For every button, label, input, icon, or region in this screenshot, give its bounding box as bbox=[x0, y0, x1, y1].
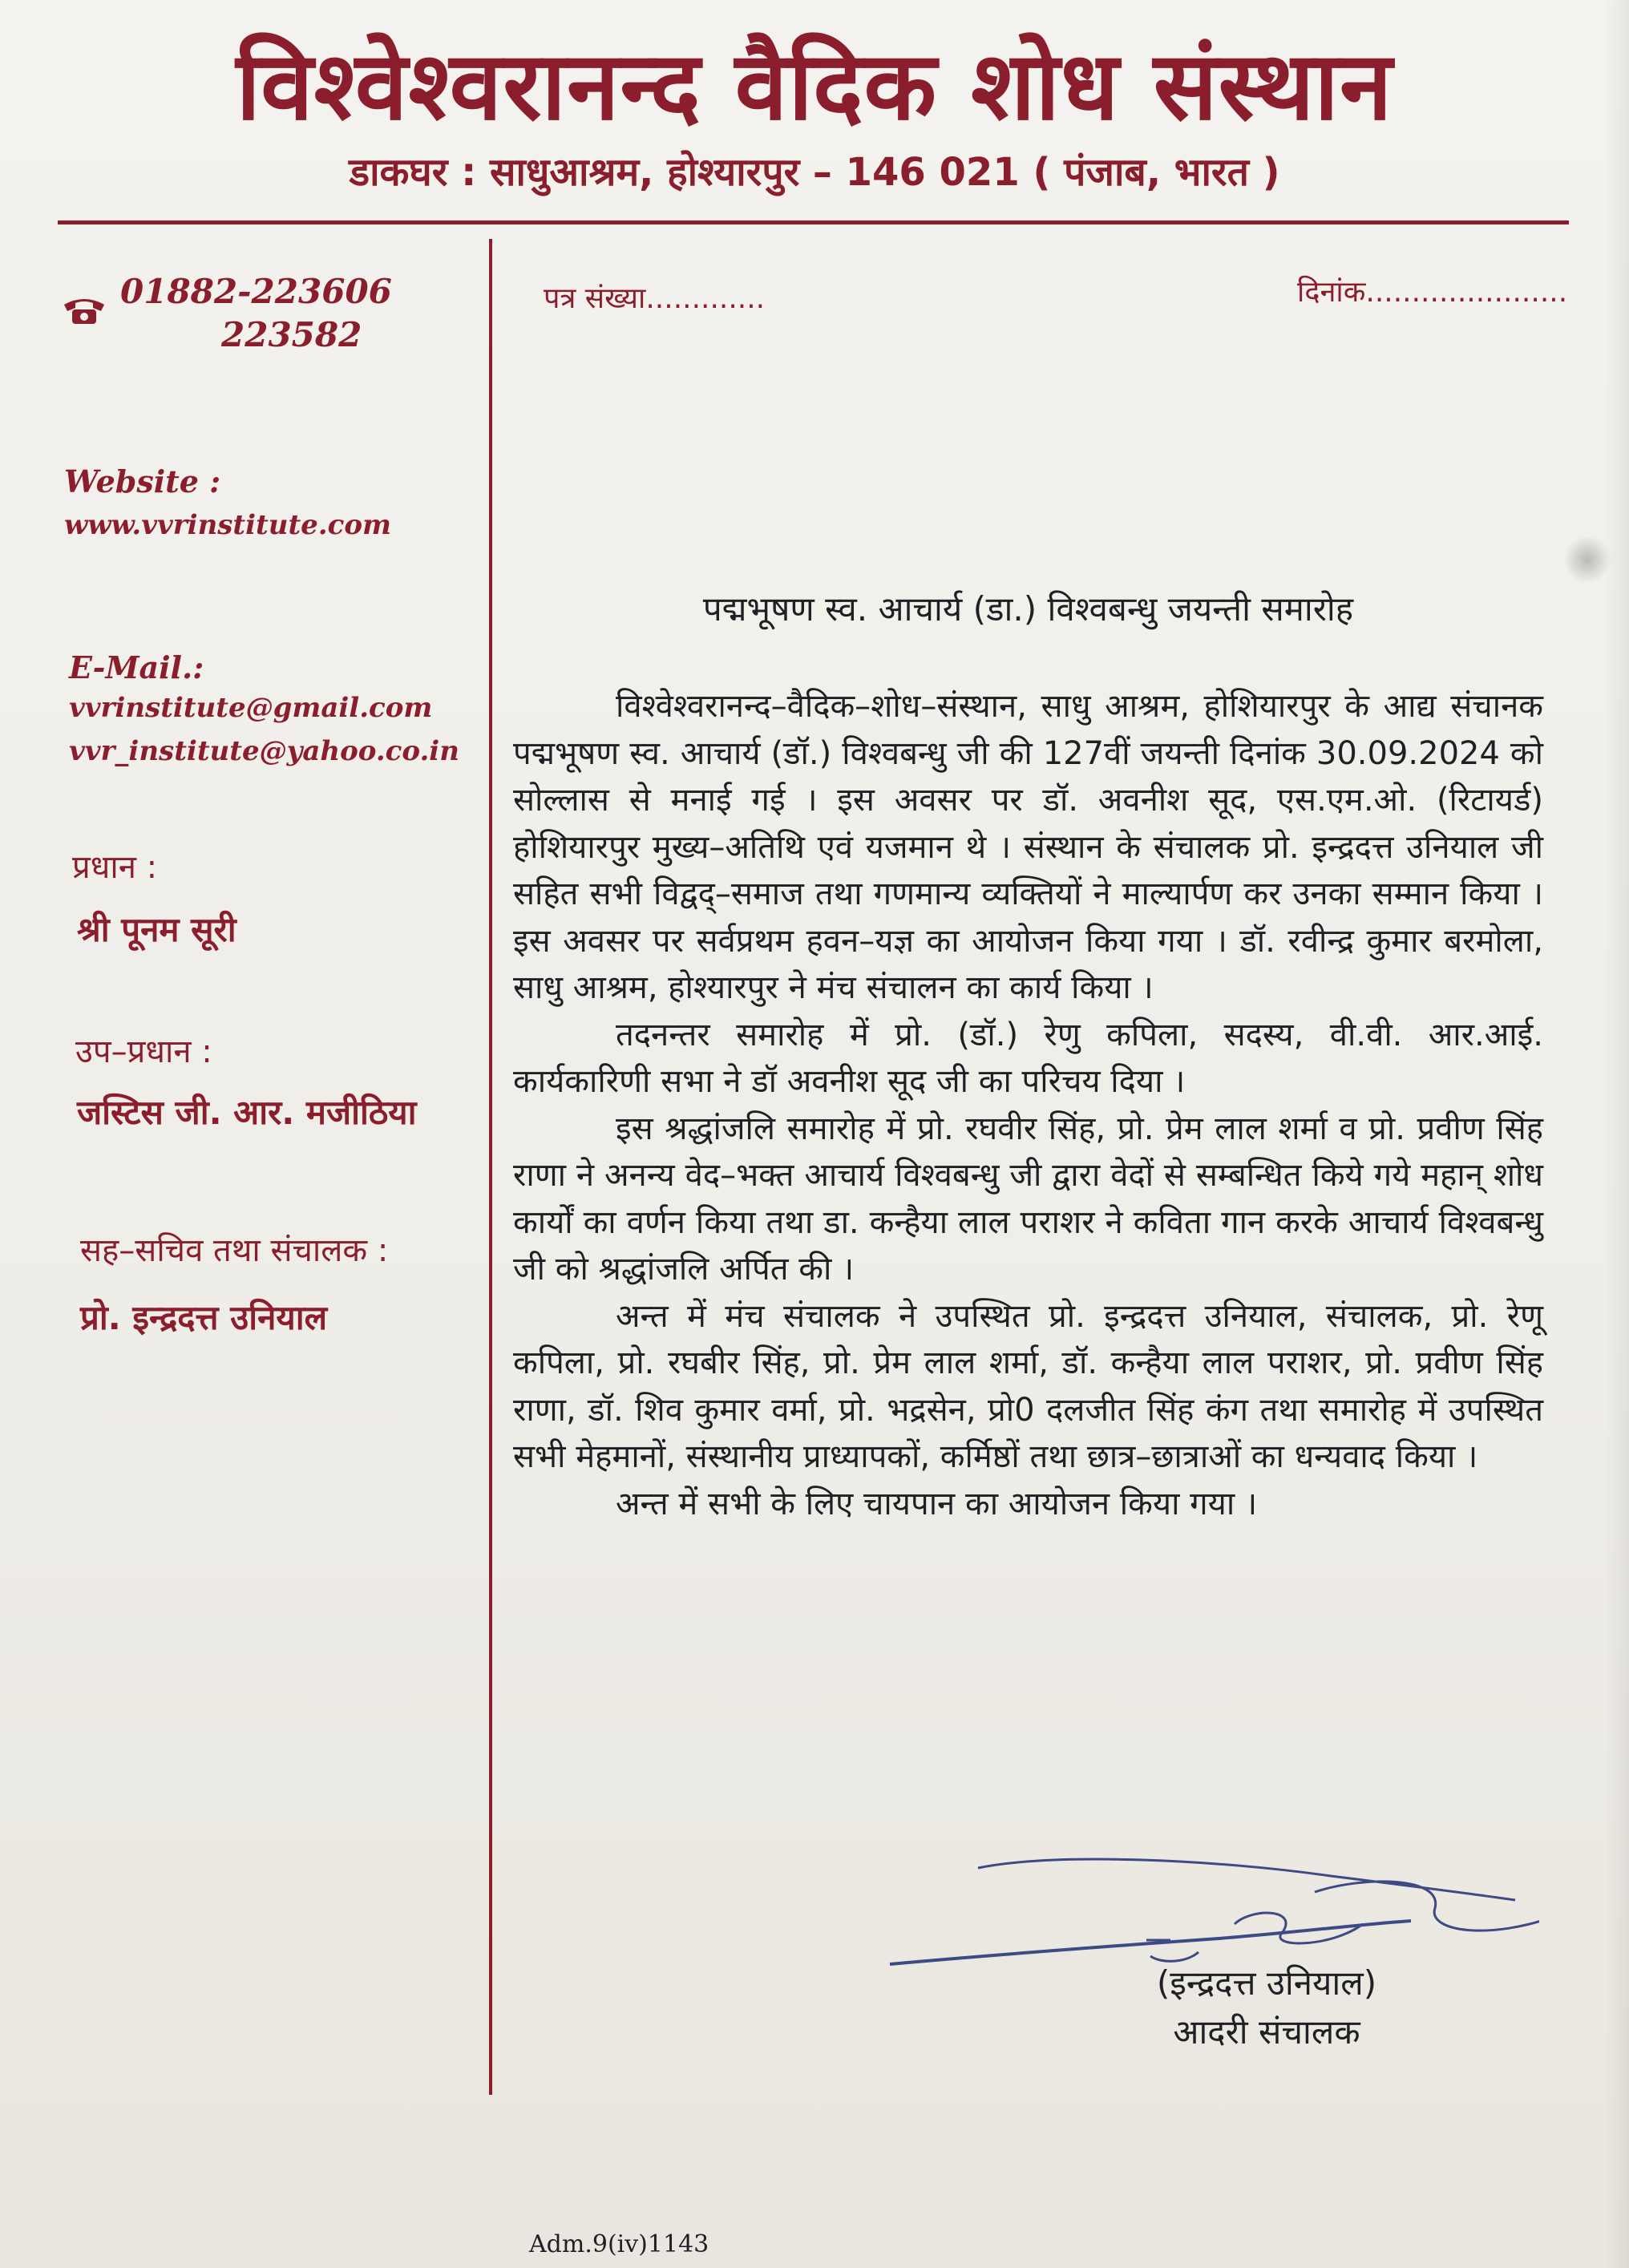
organization-name: विश्वेश्वरानन्द वैदिक शोध संस्थान bbox=[236, 30, 1393, 141]
signatory-name: (इन्द्रदत्त उनियाल) bbox=[1156, 1963, 1377, 2003]
form-code: Adm.9(iv)1143 bbox=[529, 2230, 709, 2258]
sidebar-divider bbox=[489, 239, 492, 2095]
letter-body bbox=[513, 683, 1543, 1527]
letter-paragraph: इस श्रद्धांजलि समारोह में प्रो. रघवीर सिंह, प्रो. प्रेम लाल शर्मा व प्रो. प्रवीण सिंह राणा ने अनन्य वेद–भक्त आचार्य विश्वबन्धु जी द्वारा वेदों से सम्बन्धित किये गये महान् शोध कार्यों का वर्णन किया तथा डा. कन्हैया लाल पराशर ने कविता गान करके आचार्य विश्वबन्धु जी को श्रद्धांजलि अर्पित की । bbox=[513, 1110, 1543, 1288]
email-primary: vvrinstitute@gmail.com bbox=[69, 692, 433, 724]
secretary-label: सह–सचिव तथा संचालक : bbox=[80, 1232, 389, 1269]
vice-president-name: जस्टिस जी. आर. मजीठिया bbox=[77, 1093, 417, 1132]
vice-president-label: उप–प्रधान : bbox=[75, 1033, 212, 1070]
president-label: प्रधान : bbox=[72, 849, 158, 886]
phone-number-secondary: 223582 bbox=[221, 315, 362, 354]
letter-heading: पद्मभूषण स्व. आचार्य (डा.) विश्वबन्धु जयन्ती समारोह bbox=[702, 589, 1354, 629]
email-label: E-Mail.: bbox=[69, 649, 204, 685]
letter-number-field: पत्र संख्या............. bbox=[544, 282, 766, 315]
email-secondary: vvr_institute@yahoo.co.in bbox=[69, 735, 459, 767]
secretary-name: प्रो. इन्द्रदत्त उनियाल bbox=[80, 1298, 328, 1337]
organization-address: डाकघर : साधुआश्रम, होश्यारपुर – 146 021 ( पंजाब, भारत ) bbox=[349, 150, 1280, 195]
letterhead-divider bbox=[58, 220, 1569, 224]
letter-paragraph: विश्वेश्वरानन्द–वैदिक–शोध–संस्थान, साधु आश्रम, होशियारपुर के आद्य संचानक पद्मभूषण स्व. आचार्य (डॉ.) विश्वबन्धु जी की 127वीं जयन्ती दिनांक 30.09.2024 को सोल्लास से मनाई गई । इस अवसर पर डॉ. अवनीश सूद, एस.एम.ओ. (रिटायर्ड) होशियारपुर मुख्य–अतिथि एवं यजमान थे । संस्थान के संचालक प्रो. इन्द्रदत्त उनियाल जी सहित सभी विद्वद्–समाज तथा गणमान्य व्यक्तियों ने माल्यार्पण कर उनका सम्मान किया । इस अवसर पर सर्वप्रथम हवन–यज्ञ का आयोजन किया गया । डॉ. रवीन्द्र कुमार बरमोला, साधु आश्रम, होश्यारपुर ने मंच संचालन का कार्य किया । bbox=[513, 688, 1543, 1006]
paper-edge-shadow bbox=[1605, 0, 1629, 2268]
website-url: www.vvrinstitute.com bbox=[64, 509, 391, 541]
date-field: दिनांक...................... bbox=[1297, 276, 1568, 309]
phone-number-primary: 01882-223606 bbox=[120, 272, 392, 311]
telephone-icon bbox=[61, 293, 107, 327]
president-name: श्री पूनम सूरी bbox=[77, 910, 236, 949]
letter-paragraph: तदनन्तर समारोह में प्रो. (डॉ.) रेणु कपिला, सदस्य, वी.वी. आर.आई. कार्यकारिणी सभा ने डॉ अवनीश सूद जी का परिचय दिया । bbox=[513, 1016, 1543, 1100]
website-label: Website : bbox=[64, 463, 221, 499]
letter-paragraph: अन्त में सभी के लिए चायपान का आयोजन किया गया । bbox=[616, 1485, 1258, 1522]
paper-smudge bbox=[1563, 536, 1611, 584]
signatory-title: आदरी संचालक bbox=[1173, 2012, 1360, 2052]
letter-paragraph: अन्त में मंच संचालक ने उपस्थित प्रो. इन्द्रदत्त उनियाल, संचालक, प्रो. रेणू कपिला, प्रो. रघबीर सिंह, प्रो. प्रेम लाल शर्मा, डॉ. कन्हैया लाल पराशर, प्रो. प्रवीण सिंह राणा, डॉ. शिव कुमार वर्मा, प्रो. भद्रसेन, प्रो0 दलजीत सिंह कंग तथा समारोह में उपस्थित सभी मेहमानों, संस्थानीय प्राध्यापकों, कर्मिष्ठों तथा छात्र–छात्राओं का धन्यवाद किया । bbox=[513, 1297, 1543, 1475]
